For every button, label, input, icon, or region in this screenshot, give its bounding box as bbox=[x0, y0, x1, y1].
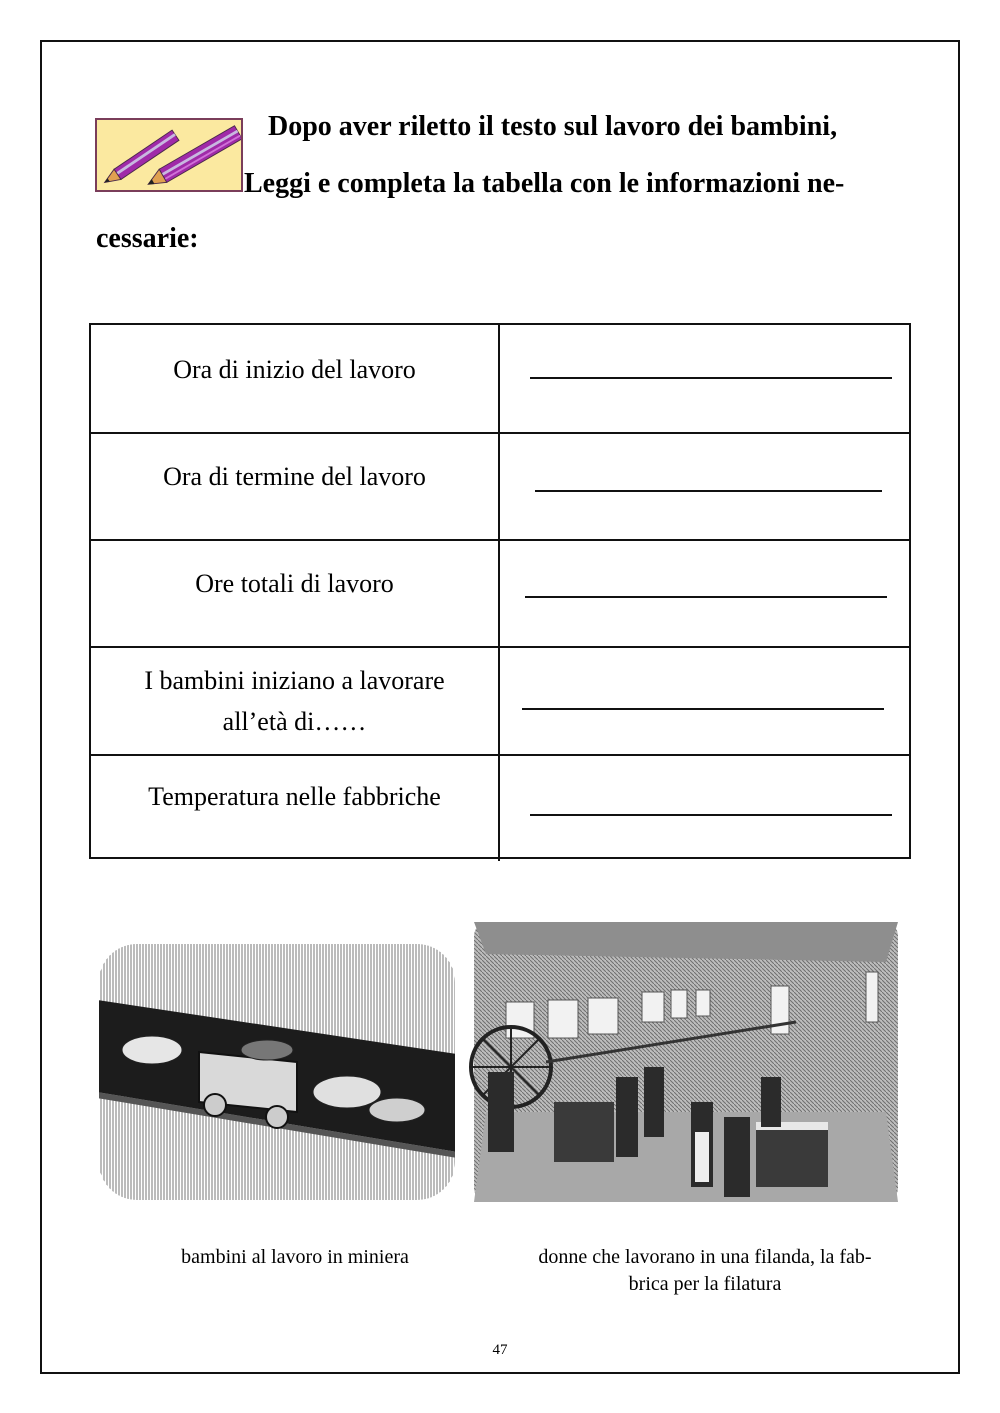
row-label: Ora di inizio del lavoro bbox=[91, 325, 500, 432]
page-number: 47 bbox=[492, 1342, 508, 1358]
table-row bbox=[91, 646, 909, 754]
answer-line bbox=[530, 814, 892, 816]
instruction-line-3: cessarie: bbox=[96, 223, 199, 254]
answer-field[interactable] bbox=[500, 648, 909, 754]
answer-line bbox=[525, 596, 887, 598]
instruction-line-1: Dopo aver riletto il testo sul lavoro dei bambini, bbox=[268, 111, 838, 142]
answer-line bbox=[535, 490, 882, 492]
table-row bbox=[91, 325, 909, 432]
answer-line bbox=[522, 708, 884, 710]
row-label: Ora di termine del lavoro bbox=[91, 434, 500, 539]
pencils-icon bbox=[95, 118, 243, 192]
row-label: I bambini iniziano a lavorare all’età di…… bbox=[91, 648, 500, 754]
row-label: Ore totali di lavoro bbox=[91, 541, 500, 646]
answer-field[interactable] bbox=[500, 434, 909, 539]
mine-engraving-image bbox=[97, 942, 457, 1212]
table-row bbox=[91, 539, 909, 646]
answer-line bbox=[530, 377, 892, 379]
table-row bbox=[91, 432, 909, 539]
row-label: Temperatura nelle fabbriche bbox=[91, 756, 500, 861]
worksheet-table bbox=[89, 323, 911, 859]
answer-field[interactable] bbox=[500, 541, 909, 646]
answer-field[interactable] bbox=[500, 756, 909, 861]
table-row bbox=[91, 754, 909, 861]
answer-field[interactable] bbox=[500, 325, 909, 432]
caption-mill: donne che lavorano in una filanda, la fab- brica per la filatura bbox=[538, 1246, 872, 1295]
caption-mine: bambini al lavoro in miniera bbox=[181, 1246, 409, 1268]
spinning-mill-engraving-image bbox=[466, 912, 906, 1208]
instruction-line-2: Leggi e completa la tabella con le informazioni ne- bbox=[244, 168, 845, 199]
